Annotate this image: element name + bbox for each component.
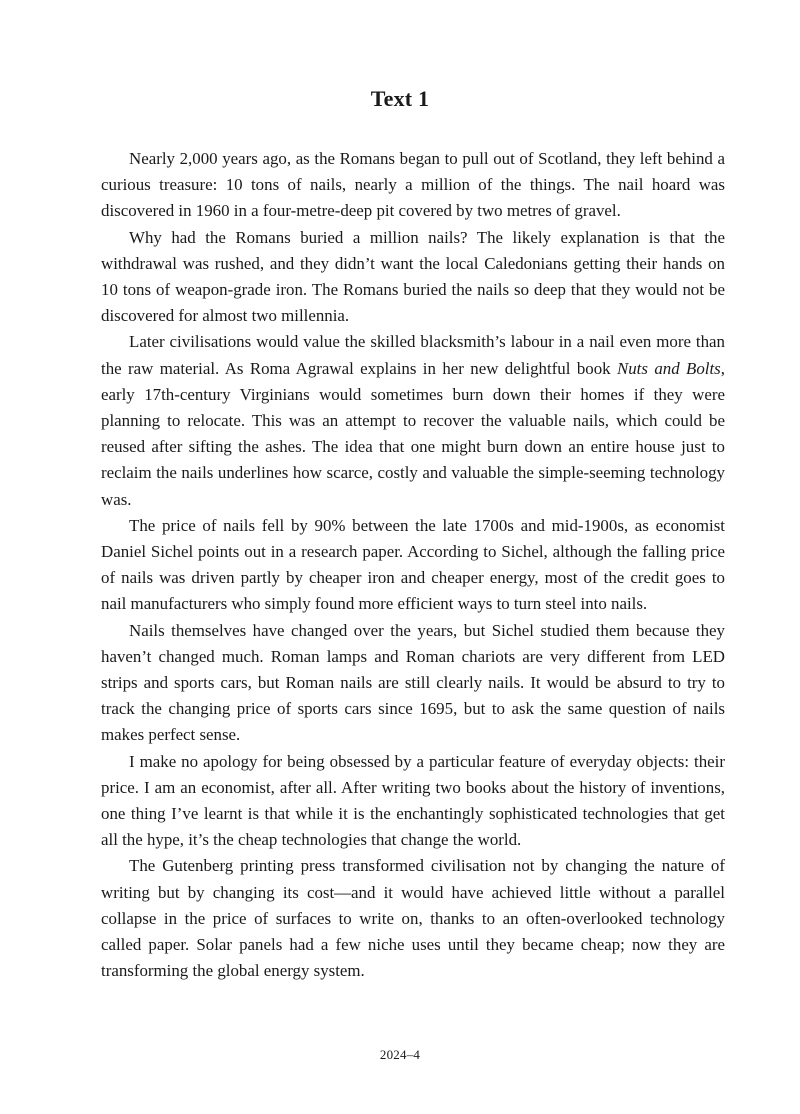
paragraph-text: The Gutenberg printing press transformed civilisation not by changing the nature of writing but by changing its cost—and it would have achieved little without a parallel collapse in the price of surfaces to write on, thanks to an often-overlooked technology called paper. Solar panels had a few niche uses until they became cheap; now they are transforming the global energy system. bbox=[101, 856, 725, 981]
paragraph-4 bbox=[101, 513, 725, 618]
paragraph-2 bbox=[101, 225, 725, 330]
paragraph-text: , early 17th-century Virginians would sometimes burn down their homes if they were planning to relocate. This was an attempt to recover the valuable nails, which could be reused after sifting the ashes. The idea that one might burn down an entire house just to reclaim the nails underlines how scarce, costly and valuable the simple-seeming technology was. bbox=[101, 358, 725, 509]
article-body bbox=[101, 146, 725, 985]
paragraph-3 bbox=[101, 329, 725, 512]
paragraph-7 bbox=[101, 853, 725, 984]
paragraph-text: Nails themselves have changed over the years, but Sichel studied them because they haven’t changed much. Roman lamps and Roman chariots are very different from LED strips and sports cars, but Roman nails are still clearly nails. It would be absurd to try to track the changing price of sports cars since 1695, but to ask the same question of nails makes perfect sense. bbox=[101, 620, 725, 745]
page-footer: 2024–4 bbox=[379, 1047, 421, 1062]
paragraph-text: The price of nails fell by 90% between the late 1700s and mid-1900s, as economist Daniel Sichel points out in a research paper. According to Sichel, although the falling price of nails was driven partly by cheaper iron and cheaper energy, most of the credit goes to nail manufacturers who simply found more efficient ways to turn steel into nails. bbox=[101, 515, 725, 614]
paragraph-5 bbox=[101, 618, 725, 749]
paragraph-text: Nearly 2,000 years ago, as the Romans began to pull out of Scotland, they left behind a curious treasure: 10 tons of nails, nearly a million of the things. The nail hoard was discovered in 1960 in a four-metre-deep pit covered by two metres of gravel. bbox=[101, 149, 725, 221]
paragraph-text: I make no apology for being obsessed by a particular feature of everyday objects: their price. I am an economist, after all. After writing two books about the history of inventions, one thing I’ve learnt is that while it is the enchantingly sophisticated technologies that get all the hype, it’s the cheap technologies that change the world. bbox=[101, 751, 725, 850]
paragraph-1 bbox=[101, 146, 725, 225]
paragraph-text: Why had the Romans buried a million nails? The likely explanation is that the withdrawal was rushed, and they didn’t want the local Caledonians getting their hands on 10 tons of weapon-grade iron. The Romans buried the nails so deep that they would not be discovered for almost two millennia. bbox=[101, 227, 725, 326]
page-title: Text 1 bbox=[370, 86, 430, 111]
book-title: Nuts and Bolts bbox=[616, 358, 721, 378]
paragraph-text: Later civilisations would value the skilled blacksmith’s labour in a nail even more than the raw material. As Roma Agrawal explains in her new delightful book bbox=[101, 332, 725, 378]
paragraph-6 bbox=[101, 749, 725, 854]
